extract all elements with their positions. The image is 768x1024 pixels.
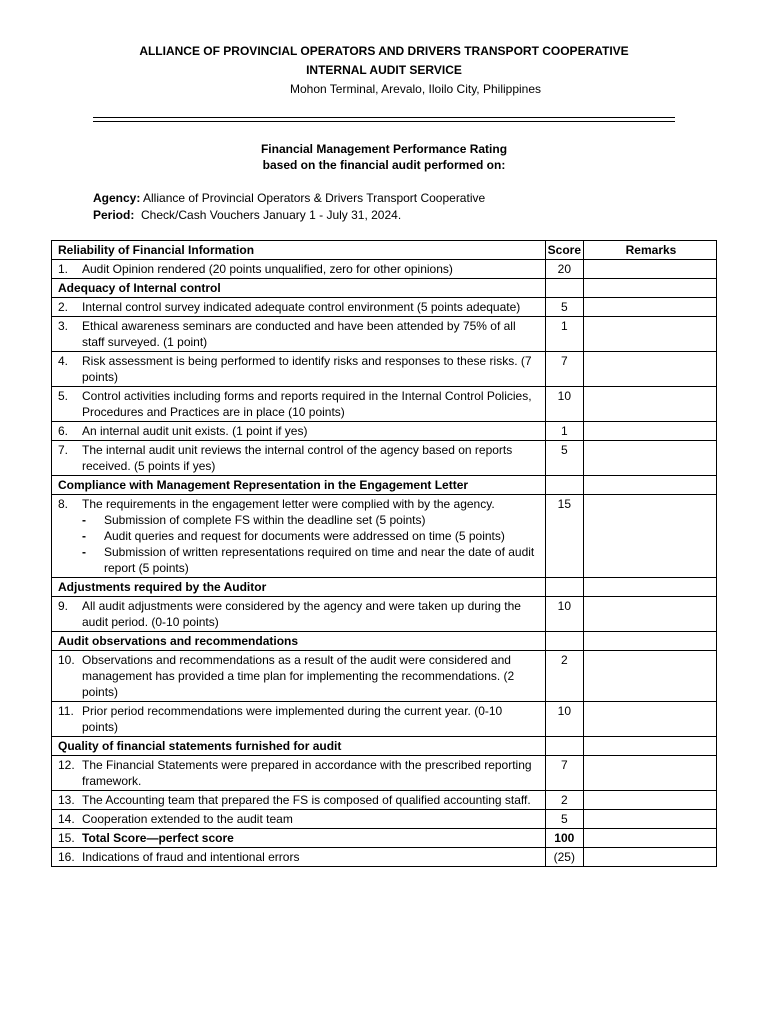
total-row [52,829,717,848]
item-remarks [584,702,717,737]
rating-table [51,240,717,867]
section-row [52,737,717,756]
table-row [52,756,717,791]
item-text: Indications of fraud and intentional errors [82,850,300,864]
doc-title: Financial Management Performance Rating [260,142,508,156]
item-score: 10 [545,387,583,422]
item-text: The internal audit unit reviews the internal control of the agency based on reports received. (5 points if yes) [82,443,513,473]
item-score: 20 [545,260,583,279]
section-label: Adequacy of Internal control [52,279,546,298]
section-row [52,578,717,597]
item-text: An internal audit unit exists. (1 point if yes) [82,424,308,438]
item-score: 15 [545,495,583,578]
item-remarks [584,829,717,848]
item-number: 12. [58,758,75,772]
item-number: 9. [58,599,69,613]
period-label: Period: [93,208,135,222]
item-number: 10. [58,653,75,667]
period-line [93,208,401,222]
sub-item: - Audit queries and request for documents were addressed on time (5 points) [82,529,505,543]
item-number: 6. [58,424,69,438]
address: Mohon Terminal, Arevalo, Iloilo City, Philippines [290,82,542,96]
item-text: The Accounting team that prepared the FS is composed of qualified accounting staff. [82,793,531,807]
item-text: The requirements in the engagement letter were complied with by the agency. [82,497,495,511]
item-number: 8. [58,497,69,511]
service-name: INTERNAL AUDIT SERVICE [306,63,462,77]
item-score: 2 [545,651,583,702]
item-score: 10 [545,702,583,737]
doc-subtitle: based on the financial audit performed on: [262,158,506,172]
item-remarks [584,317,717,352]
header-rule-top [93,117,675,118]
item-number: 3. [58,319,69,333]
agency-line [93,191,485,205]
item-score: 7 [545,756,583,791]
item-text: Audit Opinion rendered (20 points unqualified, zero for other opinions) [82,262,453,276]
item-remarks [584,756,717,791]
item-text: Observations and recommendations as a result of the audit were considered and management has provided a time plan for implementing the recommendations. (2 points) [82,653,515,699]
total-score: 100 [545,829,583,848]
item-remarks [584,422,717,441]
section-row [52,632,717,651]
item-score: 10 [545,597,583,632]
table-row [52,495,717,578]
agency-label: Agency: [93,191,141,205]
item-text: Cooperation extended to the audit team [82,812,293,826]
item-number: 7. [58,443,69,457]
item-remarks [584,848,717,867]
item-remarks [584,352,717,387]
sub-item-list [82,512,541,576]
sub-item: - Submission of written representations required on time and near the date of audit report (5 points) [82,545,535,575]
item-text: All audit adjustments were considered by the agency and were taken up during the audit period. (0-10 points) [82,599,521,629]
item-text: The Financial Statements were prepared in accordance with the prescribed reporting framework. [82,758,532,788]
section-label: Audit observations and recommendations [52,632,546,651]
table-row [52,810,717,829]
item-score: 1 [545,422,583,441]
section-label: Compliance with Management Representation in the Engagement Letter [52,476,546,495]
org-name: ALLIANCE OF PROVINCIAL OPERATORS AND DRIVERS TRANSPORT COOPERATIVE [139,44,629,58]
item-remarks [584,791,717,810]
table-row [52,387,717,422]
item-number: 16. [58,850,75,864]
remarks-header: Remarks [584,241,717,260]
item-score: 1 [545,317,583,352]
item-remarks [584,387,717,422]
item-remarks [584,651,717,702]
item-number: 1. [58,262,69,276]
section-label: Quality of financial statements furnished for audit [52,737,546,756]
item-remarks [584,298,717,317]
table-row [52,422,717,441]
header-rule-bottom [93,121,675,122]
section-label: Adjustments required by the Auditor [52,578,546,597]
item-remarks [584,495,717,578]
section-label: Reliability of Financial Information [52,241,546,260]
item-text: Risk assessment is being performed to identify risks and responses to these risks. (7 points) [82,354,532,384]
table-row [52,791,717,810]
item-text: Ethical awareness seminars are conducted and have been attended by 75% of all staff surveyed. (1 point) [82,319,516,349]
item-remarks [584,260,717,279]
table-row [52,597,717,632]
agency-value: Alliance of Provincial Operators & Drivers Transport Cooperative [143,191,486,205]
item-score: 5 [545,441,583,476]
item-score: 7 [545,352,583,387]
table-row [52,260,717,279]
item-number: 5. [58,389,69,403]
sub-item: - Submission of complete FS within the deadline set (5 points) [82,513,426,527]
table-row [52,848,717,867]
item-number: 14. [58,812,75,826]
item-number: 4. [58,354,69,368]
table-row [52,702,717,737]
item-number: 11. [58,704,74,718]
score-header: Score [545,241,583,260]
table-row [52,298,717,317]
table-row [52,317,717,352]
table-row [52,441,717,476]
item-remarks [584,597,717,632]
item-remarks [584,810,717,829]
item-text: Prior period recommendations were implemented during the current year. (0-10 points) [82,704,503,734]
section-row [52,241,717,260]
table-row [52,352,717,387]
period-value: Check/Cash Vouchers January 1 - July 31, 2024. [141,208,402,222]
item-score: 5 [545,810,583,829]
item-text: Control activities including forms and reports required in the Internal Control Policies, Procedures and Practices are in place (10 points) [82,389,532,419]
item-number: 2. [58,300,69,314]
item-number: 15. [58,831,75,845]
item-remarks [584,441,717,476]
item-number: 13. [58,793,75,807]
item-score: 5 [545,298,583,317]
table-row [52,651,717,702]
item-text: Internal control survey indicated adequate control environment (5 points adequate) [82,300,521,314]
section-row [52,279,717,298]
section-row [52,476,717,495]
total-label: Total Score—perfect score [82,831,234,845]
item-score: (25) [545,848,583,867]
item-score: 2 [545,791,583,810]
